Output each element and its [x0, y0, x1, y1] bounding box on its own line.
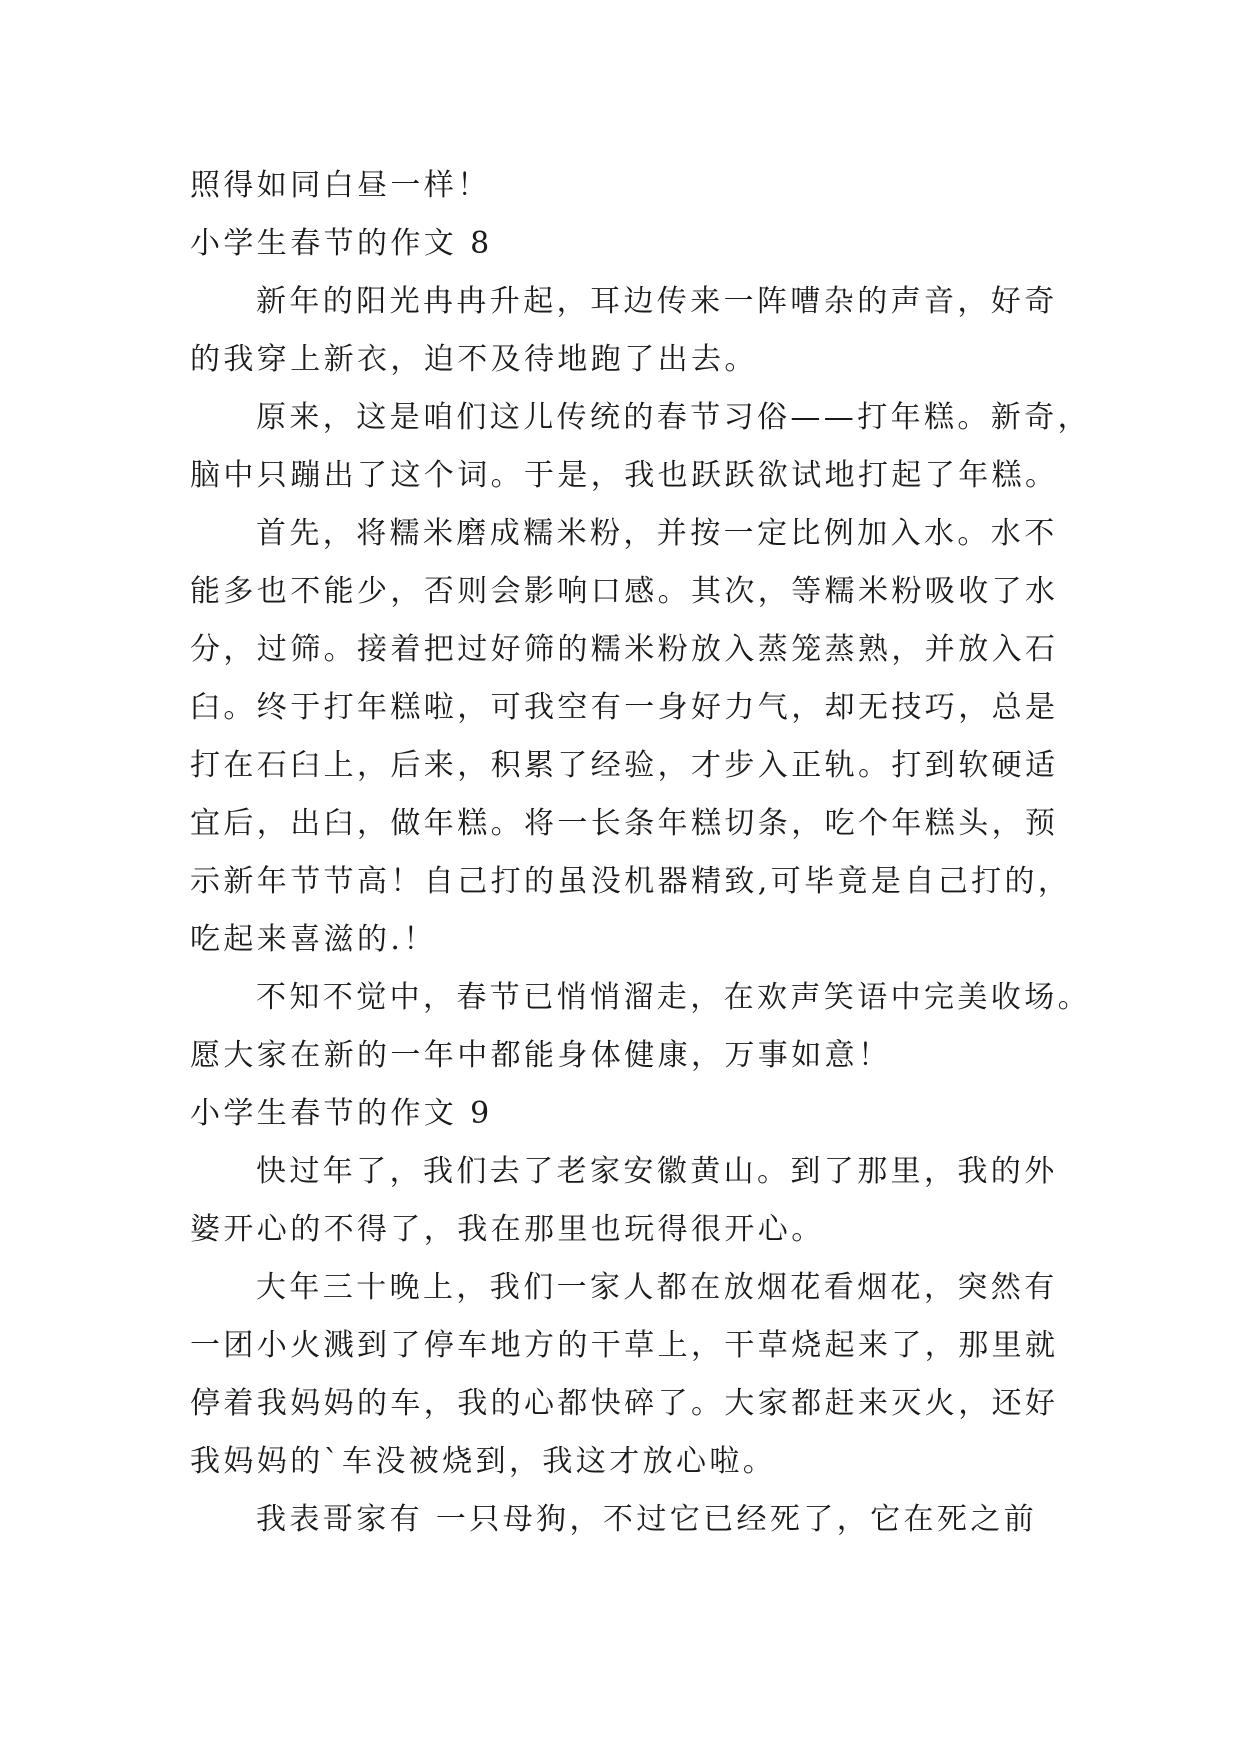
paragraph	[190, 1491, 1070, 1549]
text-line: 不知不觉中，春节已悄悄溜走，在欢声笑语中完美收场。	[256, 980, 1091, 1015]
text-line: 新年的阳光冉冉升起，耳边传来一阵嘈杂的声音，好奇	[256, 284, 1058, 319]
section-heading: 小学生春节的作文 8	[190, 226, 493, 261]
text-line: 首先，将糯米磨成糯米粉，并按一定比例加入水。水不	[256, 516, 1058, 551]
paragraph	[190, 389, 1091, 505]
text-line: 快过年了，我们去了老家安徽黄山。到了那里，我的外	[256, 1154, 1058, 1189]
paragraph	[190, 273, 1070, 389]
text-line: 分，过筛。接着把过好筛的糯米粉放入蒸笼蒸熟，并放入石	[190, 632, 1059, 667]
text-line: 能多也不能少，否则会影响口感。其次，等糯米粉吸收了水	[190, 574, 1059, 609]
text-line: 我妈妈的`车没被烧到，我这才放心啦。	[190, 1444, 777, 1479]
text-line: 打在石臼上，后来，积累了经验，才步入正轨。打到软硬适	[190, 748, 1059, 783]
text-line: 脑中只蹦出了这个词。于是，我也跃跃欲试地打起了年糕。	[190, 458, 1059, 493]
text-line: 示新年节节高！自己打的虽没机器精致,可毕竟是自己打的，	[190, 864, 1072, 899]
text-line: 一团小火溅到了停车地方的干草上，干草烧起来了，那里就	[190, 1328, 1059, 1363]
section-heading: 小学生春节的作文 9	[190, 1096, 493, 1131]
paragraph	[190, 1143, 1070, 1259]
text-line: 婆开心的不得了，我在那里也玩得很开心。	[190, 1212, 825, 1247]
text-line: 原来，这是咱们这儿传统的春节习俗——打年糕。新奇，	[256, 400, 1091, 435]
text-line: 大年三十晚上，我们一家人都在放烟花看烟花，突然有	[256, 1270, 1058, 1305]
text-line: 愿大家在新的一年中都能身体健康，万事如意！	[190, 1038, 892, 1073]
text-line: 我表哥家有 一只母狗，不过它已经死了，它在死之前	[256, 1502, 1038, 1537]
paragraph	[190, 505, 1070, 969]
text-line: 臼。终于打年糕啦，可我空有一身好力气，却无技巧，总是	[190, 690, 1059, 725]
text-line: 宜后，出臼，做年糕。将一长条年糕切条，吃个年糕头，预	[190, 806, 1059, 841]
text-line: 的我穿上新衣，迫不及待地跑了出去。	[190, 342, 758, 377]
text-line: 停着我妈妈的车，我的心都快碎了。大家都赶来灭火，还好	[190, 1386, 1059, 1421]
text-line: 吃起来喜滋的.！	[190, 922, 437, 957]
paragraph	[190, 969, 1091, 1085]
document-body	[190, 157, 1091, 1549]
paragraph	[190, 1259, 1070, 1491]
paragraph	[190, 157, 1070, 215]
text-line: 照得如同白昼一样！	[190, 168, 491, 203]
